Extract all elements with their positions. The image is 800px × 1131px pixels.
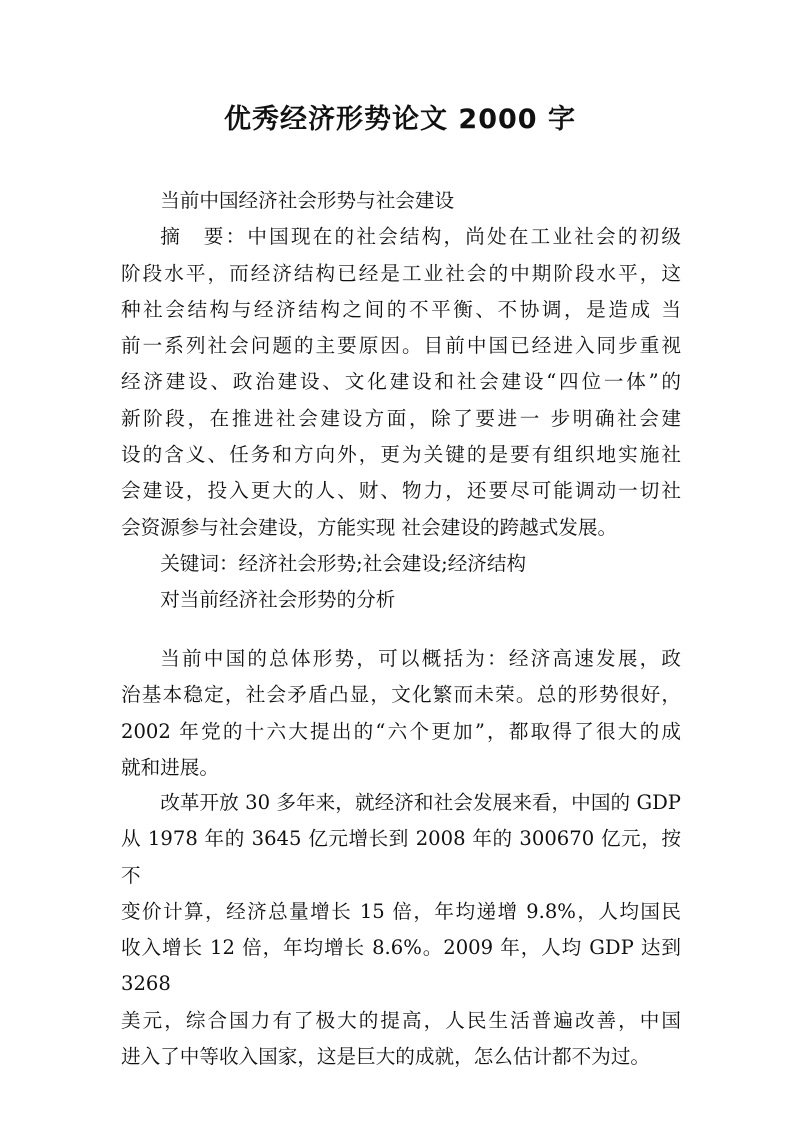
- abstract-line: 设的含义、任务和方向外，更为关键的是要有组织地实施社: [121, 443, 681, 467]
- abstract-line: 新阶段，在推进社会建设方面，除了要进一 步明确社会建: [121, 406, 681, 430]
- abstract-line: 阶段水平，而经济结构已经是工业社会的中期阶段水平，这: [121, 261, 681, 285]
- paragraph-line: 改革开放 30 多年来，就经济和社会发展来看，中国的 GDP: [160, 791, 681, 814]
- paragraph-line: 变价计算，经济总量增长 15 倍，年均递增 9.8%，人均国民: [121, 899, 681, 923]
- paragraph-3: [121, 785, 681, 1075]
- paragraph-line: 进入了中等收入国家，这是巨大的成就，怎么估计都不为过。: [121, 1045, 651, 1069]
- abstract-line: 会资源参与社会建设，方能实现 社会建设的跨越式发展。: [121, 515, 618, 539]
- abstract-line: 摘 要：中国现在的社会结构，尚处在工业社会的初级: [160, 225, 681, 249]
- keywords-line: 关键词：经济社会形势;社会建设;经济结构: [160, 551, 527, 575]
- paragraph-line: 当前中国的总体形势，可以概括为：经济高速发展，政: [160, 647, 681, 670]
- paragraph-line: 2002 年党的十六大提出的“六个更加”，都取得了很大的成: [121, 719, 681, 743]
- paragraph-line: 就和进展。: [121, 755, 219, 779]
- section-1: [121, 183, 681, 619]
- paragraph-line: 美元，综合国力有了极大的提高，人民生活普遍改善，中国: [121, 1008, 681, 1032]
- abstract-paragraph: [121, 219, 681, 546]
- paragraph-line: 从 1978 年的 3645 亿元增长到 2008 年的 300670 亿元，按不: [121, 827, 681, 887]
- abstract-line: 会建设，投入更大的人、财、物力，还要尽可能调动一切社: [121, 479, 681, 503]
- paragraph-line: 收入增长 12 倍，年均增长 8.6%。2009 年，人均 GDP 达到 3268: [121, 936, 681, 996]
- abstract-line: 种社会结构与经济结构之间的不平衡、不协调，是造成 当: [121, 297, 681, 321]
- abstract-line: 经济建设、政治建设、文化建设和社会建设“四位一体”的: [121, 370, 681, 394]
- abstract-line: 前一系列社会问题的主要原因。目前中国已经进入同步重视: [121, 334, 681, 358]
- paragraph-2: [121, 641, 681, 786]
- section-subheading: 对当前经济社会形势的分析: [160, 588, 396, 612]
- section-heading: 当前中国经济社会形势与社会建设: [160, 189, 455, 212]
- paragraph-line: 治基本稳定，社会矛盾凸显，文化繁而未荣。总的形势很好，: [121, 683, 681, 707]
- document-title: 优秀经济形势论文 2000 字: [224, 104, 576, 135]
